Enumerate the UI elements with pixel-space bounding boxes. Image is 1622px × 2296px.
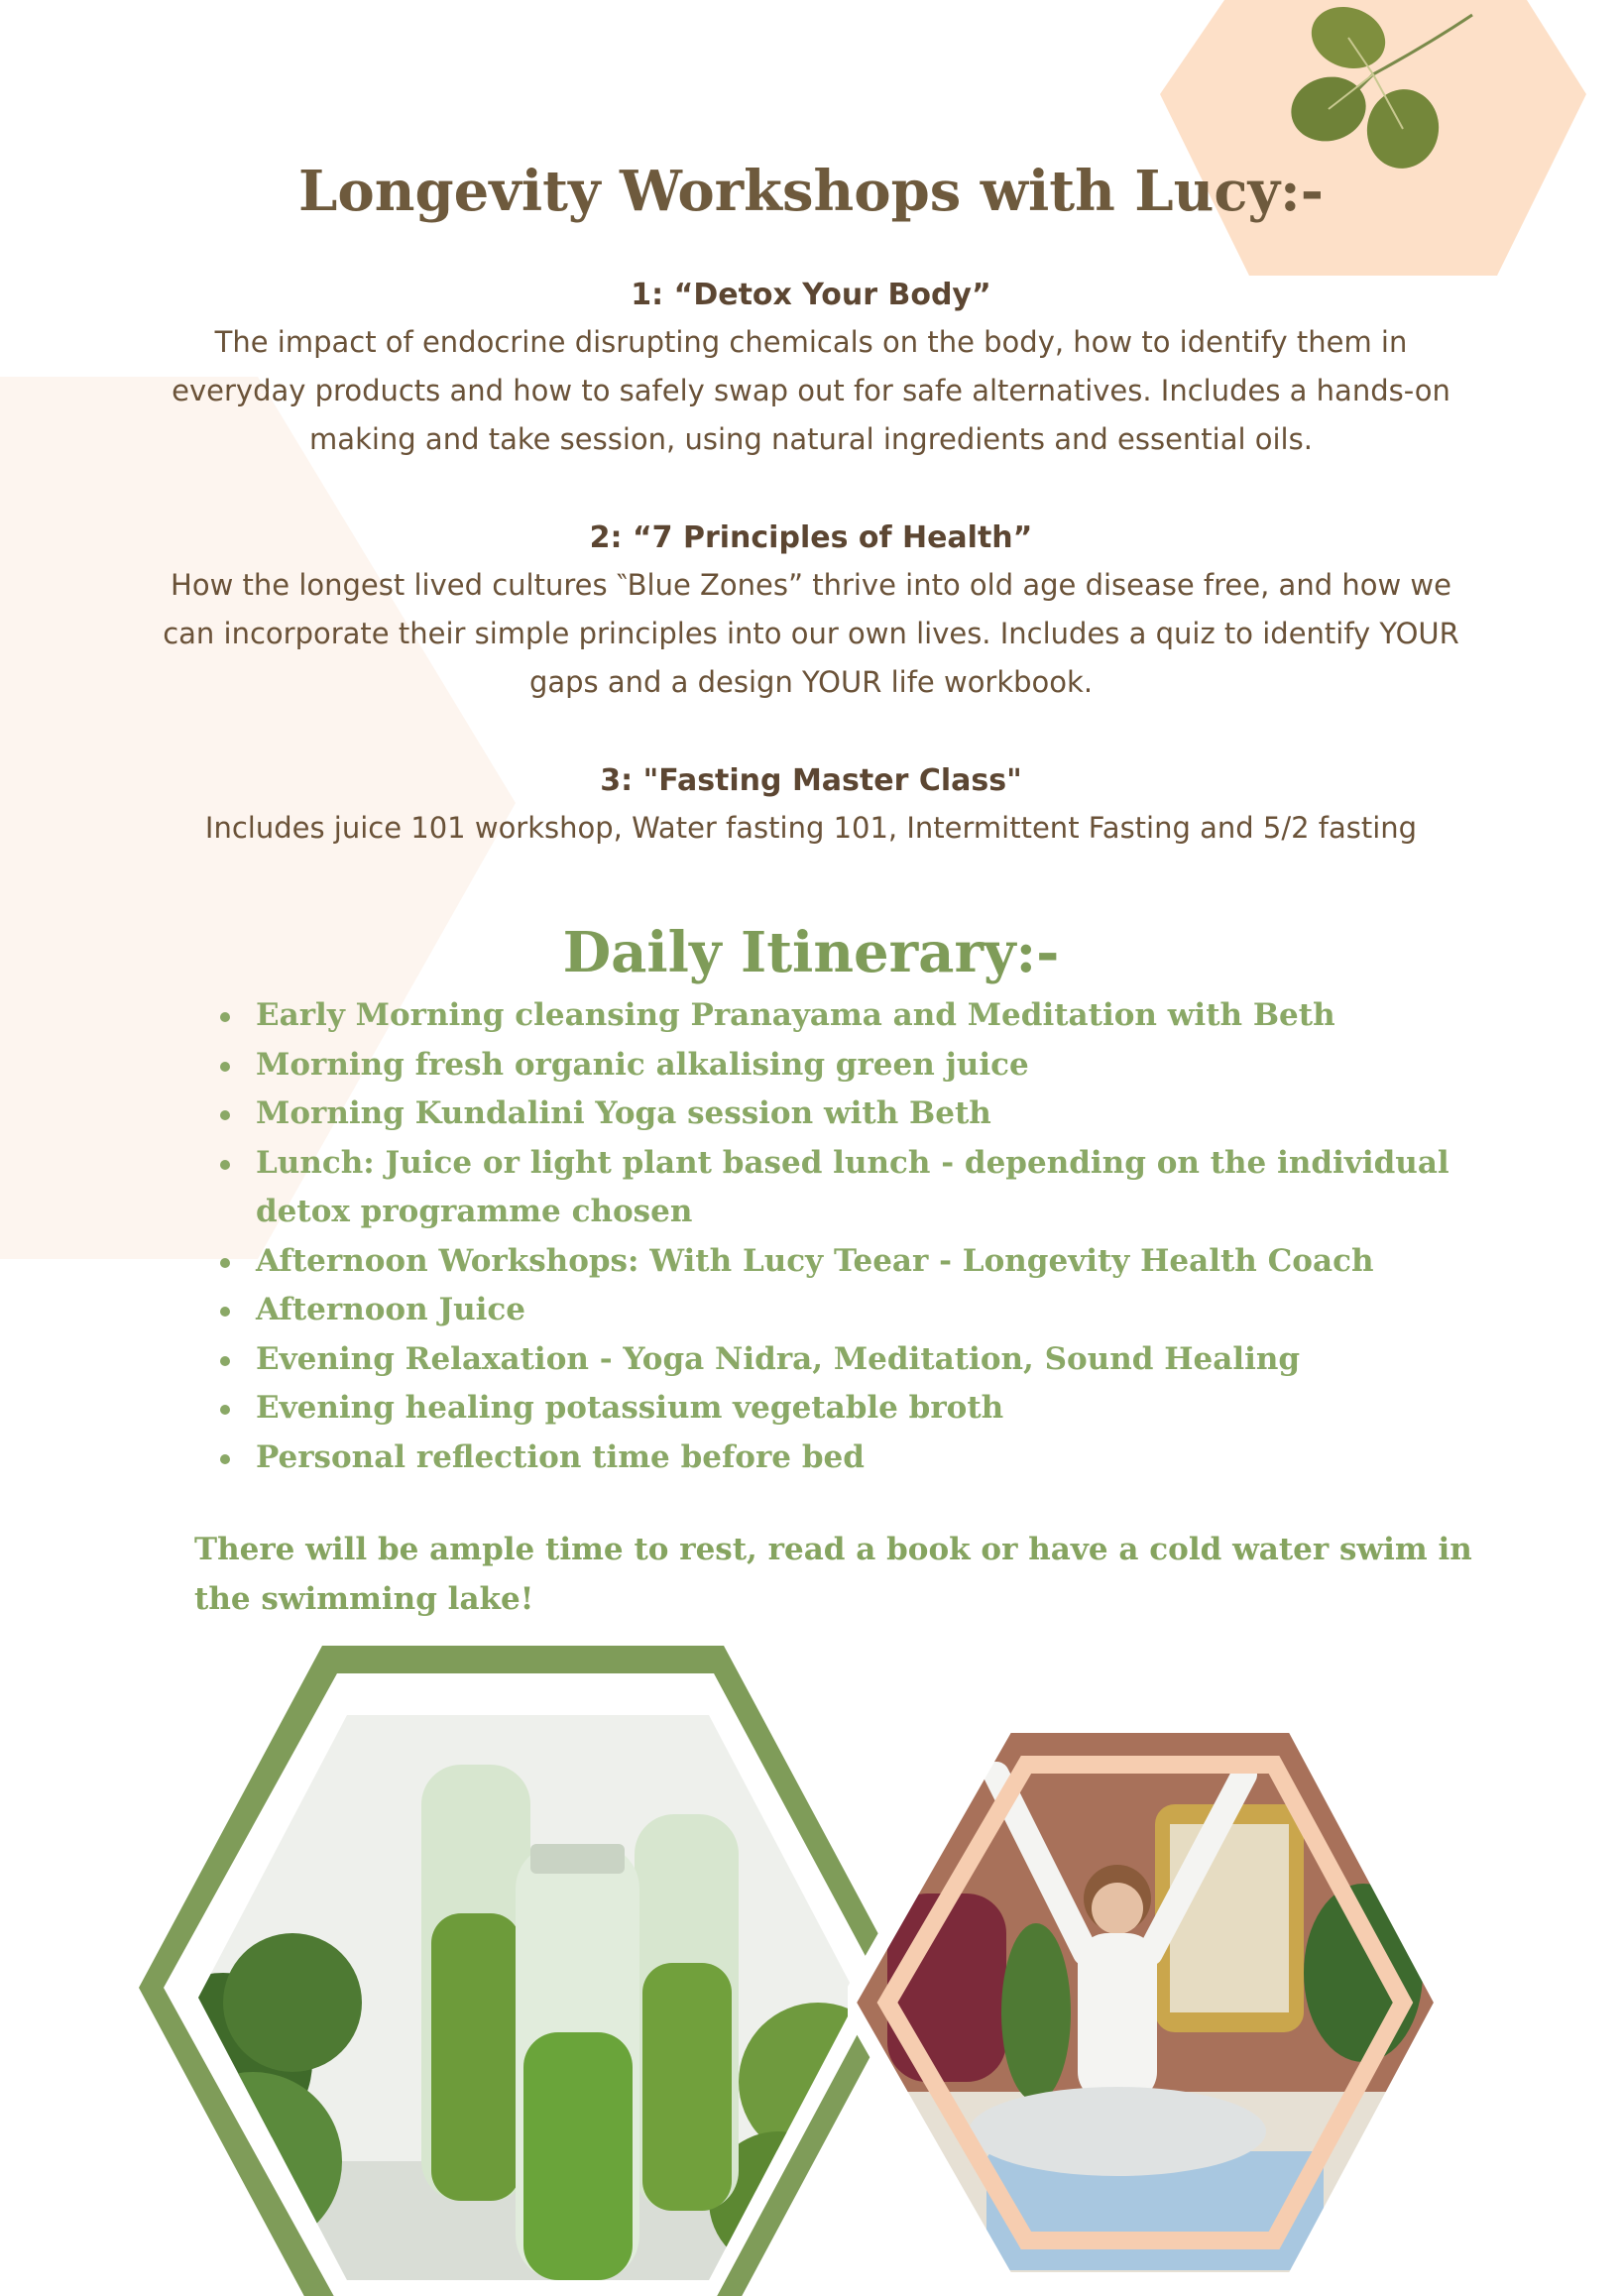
workshop-line: making and take session, using natural ingredients and essential oils. [309, 422, 1313, 456]
itinerary-item: Lunch: Juice or light plant based lunch - depending on the individual detox programme chosen [220, 1139, 1509, 1237]
itinerary-item: Morning fresh organic alkalising green juice [220, 1041, 1509, 1091]
itinerary-item: Early Morning cleansing Pranayama and Meditation with Beth [220, 991, 1509, 1041]
itinerary-item: Afternoon Juice [220, 1286, 1509, 1335]
woman-yoga-pose-image [848, 1715, 1443, 2296]
itinerary-item: Personal reflection time before bed [220, 1434, 1509, 1483]
itinerary-item: Evening Relaxation - Yoga Nidra, Meditation, Sound Healing [220, 1335, 1509, 1385]
workshop-title: 3: "Fasting Master Class" [600, 763, 1022, 798]
green-juice-bottles-image [134, 1646, 907, 2296]
workshop-line: How the longest lived cultures ‶Blue Zones” thrive into old age disease free, and how we [171, 568, 1451, 602]
closing-note: There will be ample time to rest, read a book or have a cold water swim in the swimming lake! [194, 1532, 1472, 1617]
workshop-title: 1: “Detox Your Body” [631, 278, 991, 312]
itinerary-item: Evening healing potassium vegetable broth [220, 1384, 1509, 1434]
itinerary-title: Daily Itinerary:- [562, 920, 1060, 985]
itinerary-item: Afternoon Workshops: With Lucy Teear - Longevity Health Coach [220, 1237, 1509, 1287]
itinerary-list [220, 991, 1509, 1482]
workshop-line: everyday products and how to safely swap out for safe alternatives. Includes a hands-on [172, 374, 1450, 407]
workshop-3 [119, 758, 1503, 853]
workshop-line: gaps and a design YOUR life workbook. [528, 665, 1094, 699]
workshop-title: 2: “7 Principles of Health” [589, 520, 1033, 555]
workshop-2 [119, 516, 1503, 707]
workshop-line: Includes juice 101 workshop, Water fasting 101, Intermittent Fasting and 5/2 fasting [204, 811, 1418, 845]
workshop-1 [119, 273, 1503, 464]
itinerary-item: Morning Kundalini Yoga session with Beth [220, 1090, 1509, 1139]
workshop-line: The impact of endocrine disrupting chemicals on the body, how to identify them in [214, 325, 1408, 359]
workshop-line: can incorporate their simple principles into our own lives. Includes a quiz to identify YOUR [163, 617, 1459, 650]
page-title: Longevity Workshops with Lucy:- [298, 159, 1324, 224]
